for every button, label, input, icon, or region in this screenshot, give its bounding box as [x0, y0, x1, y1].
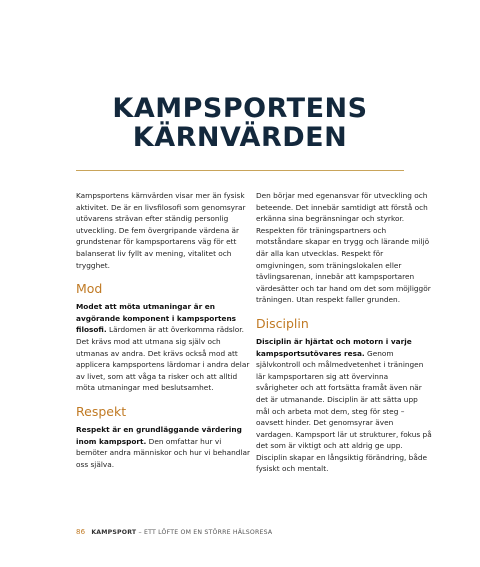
section-heading-mod: Mod — [76, 281, 103, 297]
mod-paragraph — [76, 301, 252, 394]
disciplin-lead: Disciplin är hjärtat och motorn i varje kampsportsutövares resa. — [256, 336, 412, 358]
mod-body: Lärdomen är att överkomma rädslor. Det krävs mod att utmana sig själv och utmanas av andra. Det krävs också mod att applicera kampsportens lärdomar i andra delar av livet, som att våga ta risker och att alltid möta utmaningar med beslutsamhet. — [76, 325, 250, 393]
page-number: 86 — [76, 528, 86, 536]
section-heading-respekt: Respekt — [76, 403, 127, 419]
left-column — [76, 190, 252, 470]
right-column — [256, 190, 432, 475]
section-heading-disciplin: Disciplin — [256, 315, 309, 331]
respekt-continuation: Den börjar med egenansvar för utveckling och beteende. Det innebär samtidigt att förstå och erkänna sina begränsningar och styrkor. Respekten för träningspartners och motståndare skapar en trygg och lärande miljö där alla kan utvecklas. Respekt för omgivningen, som träningslokalen eller tävlingsarenan, innebär att kampsportaren värdesätter och tar hand om det som möjliggör träningen. Utan respekt faller grunden. — [256, 191, 431, 305]
mod-lead: Modet att möta utmaningar är en avgörande komponent i kampsportens filosofi. — [76, 302, 237, 335]
intro-paragraph: Kampsportens kärnvärden visar mer än fysisk aktivitet. De är en livsfilosofi som genomsyrar utövarens strävan efter ständig personlig utveckling. De fem övergripande värdena är grundstenar för kampsportarens väg för ett balanserat liv fyllt av mening, vitalitet och trygghet. — [76, 191, 246, 270]
disciplin-body: Genom självkontroll och målmedvetenhet i träningen lär kampsportaren sig att övervinna svårigheter och att fortsätta framåt även när det är utmanande. Disciplin är att sätta upp mål och arbeta mot dem, steg för steg – oavsett hinder. Det genomsyrar även vardagen. Kampsport lär ut strukturer, fokus på det som är viktigt och att aldrig ge upp. Disciplin skapar en långsiktig förändring, både fysiskt och mentalt. — [256, 348, 432, 474]
page-title — [0, 94, 480, 152]
disciplin-paragraph — [256, 336, 432, 475]
footer-brand: KAMPSPORT — [91, 529, 137, 536]
footer-subtitle: – ETT LÖFTE OM EN STÖRRE HÄLSORESA — [136, 529, 273, 536]
page-title-line-2: KÄRNVÄRDEN — [132, 122, 348, 153]
page-footer — [76, 528, 272, 536]
title-divider — [76, 170, 404, 171]
page-title-line-1: KAMPSPORTENS — [112, 93, 368, 124]
respekt-body: Den omfattar hur vi bemöter andra människor och hur vi behandlar oss själva. — [76, 436, 251, 469]
respekt-paragraph — [76, 424, 252, 470]
respekt-lead: Respekt är en grundläggande värdering inom kampsport. — [76, 424, 242, 446]
